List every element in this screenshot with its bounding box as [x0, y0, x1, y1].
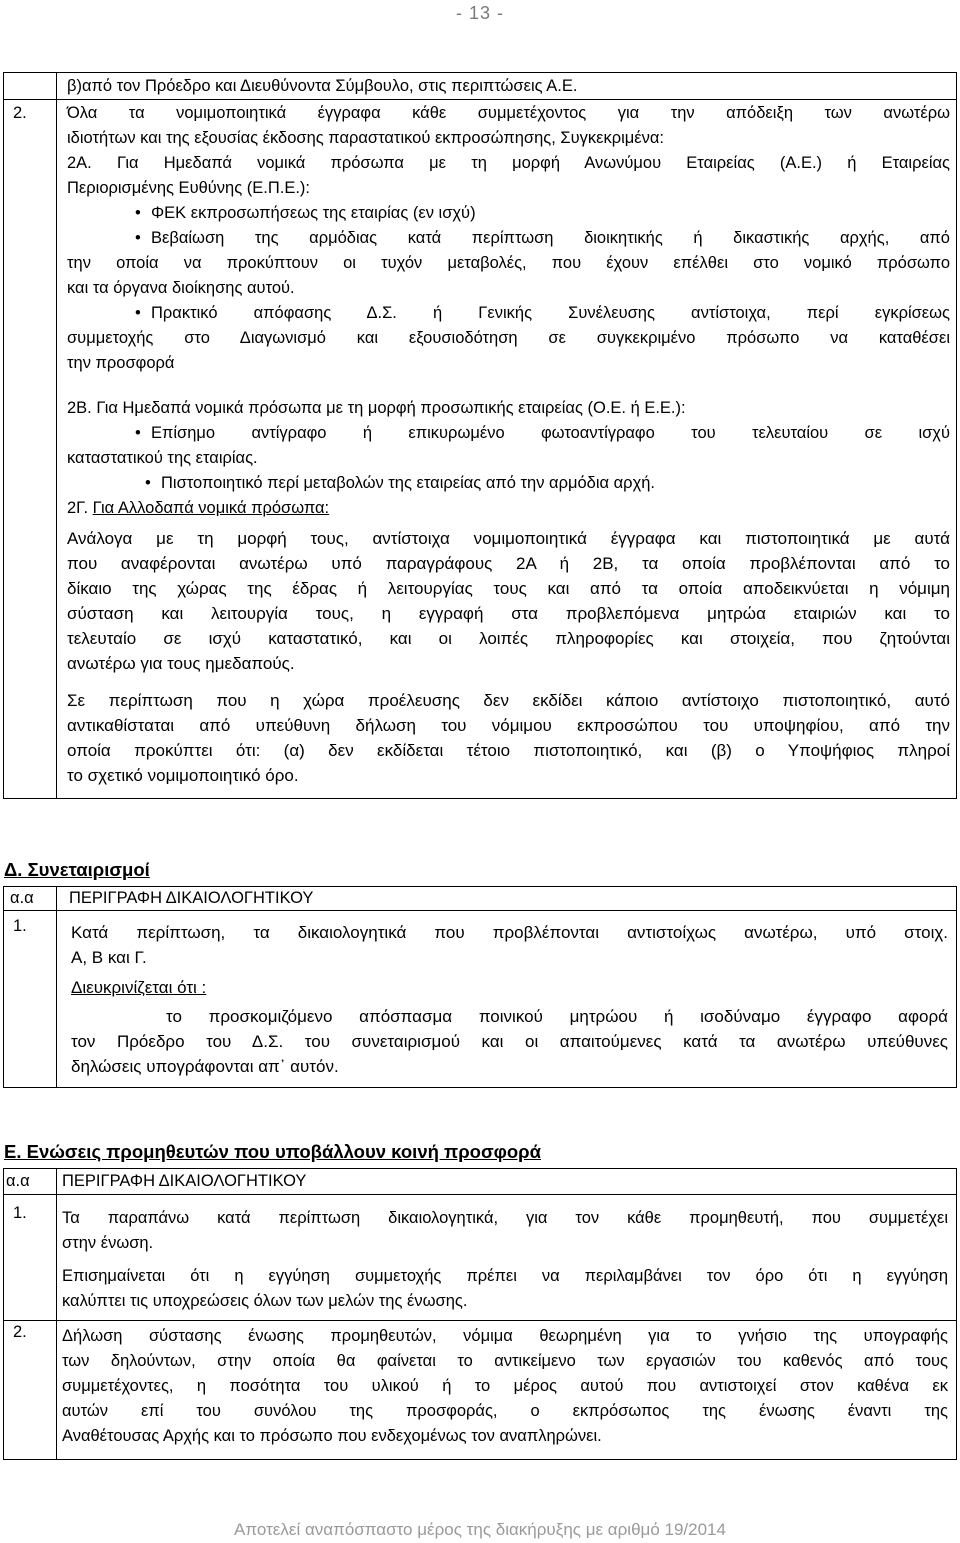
- table-row: [4, 73, 957, 100]
- paragraph-line: και τα όργανα διοίκησης αυτού.: [67, 279, 295, 297]
- column-header-description: ΠΕΡΙΓΡΑΦΗ ΔΙΚΑΙΟΛΟΓΗΤΙΚΟΥ: [69, 889, 314, 907]
- paragraph-line: Όλα τα νομιμοποιητικά έγγραφα κάθε συμμετέχοντος για την απόδειξη των ανωτέρω: [67, 104, 950, 122]
- section-heading-cooperatives: Δ. Συνεταιρισμοί: [4, 859, 150, 880]
- bullet-icon: •: [135, 229, 141, 247]
- paragraph-line: καταστατικού της εταιρίας.: [67, 449, 258, 467]
- bullet-icon: •: [135, 204, 141, 222]
- page-footer: Αποτελεί αναπόσπαστο μέρος της διακήρυξης με αριθμό 19/2014: [234, 1520, 726, 1539]
- column-header-number: α.α: [10, 889, 34, 907]
- bullet-icon: •: [135, 304, 141, 322]
- list-item: [67, 421, 950, 446]
- paragraph-line: συμμετοχής στο Διαγωνισμό και εξουσιοδότηση σε συγκεκριμένο πρόσωπο να καταθέσει: [67, 329, 950, 347]
- paragraph-line: ιδιοτήτων και της εξουσίας έκδοσης παραστατικού εκπροσώπησης, Συγκεκριμένα:: [67, 129, 664, 147]
- list-item: [67, 471, 950, 496]
- column-header-description: ΠΕΡΙΓΡΑΦΗ ΔΙΚΑΙΟΛΟΓΗΤΙΚΟΥ: [62, 1172, 307, 1190]
- subheading-2c: 2Γ. Για Αλλοδαπά νομικά πρόσωπα:: [67, 499, 330, 517]
- subheading-2a: Περιορισμένης Ευθύνης (Ε.Π.Ε.):: [67, 179, 311, 197]
- subheading-2b: 2Β. Για Ημεδαπά νομικά πρόσωπα με τη μορφή προσωπικής εταιρείας (Ο.Ε. ή Ε.Ε.):: [67, 399, 686, 417]
- list-item: [67, 301, 950, 326]
- paragraph-line: Επισημαίνεται ότι η εγγύηση συμμετοχής πρέπει να περιλαμβάνει τον όρο ότι η εγγύηση: [62, 1267, 948, 1285]
- paragraph-line: τον Πρόεδρο του Δ.Σ. του συνεταιρισμού και οι απαιτούμενες κατά τα ανωτέρω υπεύθυνες: [71, 1032, 948, 1051]
- page-number: - 13 -: [455, 3, 504, 23]
- list-item-text: Επίσημο αντίγραφο ή επικυρωμένο φωτοαντίγραφο του τελευταίου σε ισχύ: [151, 424, 950, 442]
- paragraph-line: Κατά περίπτωση, τα δικαιολογητικά που προβλέπονται αντιστοίχως ανωτέρω, υπό στοιχ.: [71, 923, 948, 942]
- paragraph-line: αυτών επί του συνόλου της προσφοράς, ο εκπρόσωπος της ένωσης έναντι της: [62, 1402, 948, 1420]
- bullet-icon: •: [135, 424, 141, 442]
- paragraph-line: το προσκομιζόμενο απόσπασμα ποινικού μητρώου ή ισοδύναμο έγγραφο αφορά: [166, 1007, 948, 1026]
- section-heading-supplier-unions: Ε. Ενώσεις προμηθευτών που υποβάλλουν κοινή προσφορά: [4, 1141, 541, 1162]
- subheading-2a: 2Α. Για Ημεδαπά νομικά πρόσωπα με τη μορφή Ανωνύμου Εταιρείας (Α.Ε.) ή Εταιρείας: [67, 154, 950, 172]
- list-item-text: Πρακτικό απόφασης Δ.Σ. ή Γενικής Συνέλευσης αντίστοιχα, περί εγκρίσεως: [151, 304, 950, 322]
- paragraph-line: την προσφορά: [67, 354, 175, 372]
- documents-table-continued: [3, 72, 957, 799]
- clarification-label: Διευκρινίζεται ότι :: [71, 978, 207, 997]
- paragraph-line: Τα παραπάνω κατά περίπτωση δικαιολογητικά, για τον κάθε προμηθευτή, που συμμετέχει: [62, 1209, 948, 1227]
- cooperatives-table: [3, 886, 957, 1088]
- paragraph-line: συμμετέχοντες, η ποσότητα του υλικού ή το μέρος αυτού που αντιστοιχεί στον καθένα εκ: [62, 1377, 948, 1395]
- column-header-number: α.α: [6, 1172, 30, 1190]
- paragraph-line: Δήλωση σύστασης ένωσης προμηθευτών, νόμιμα θεωρημένη για το γνήσιο της υπογραφής: [62, 1327, 948, 1345]
- paragraph-line: των δηλούντων, στην οποία θα φαίνεται το αντικείμενο των εργασιών του καθενός από τους: [62, 1352, 948, 1370]
- table-row: [4, 1195, 957, 1321]
- foreign-entities-paragraph: Ανάλογα με τη μορφή τους, αντίστοιχα νομιμοποιητικά έγγραφα και πιστοποιητικά με αυτά που αναφέρονται ανωτέρω υπό παραγράφους 2Α ή 2Β, τα οποία προβλέπονται από το δίκαιο της χώρας της έδρας ή λειτουργίας τους και από τα οποία αποδεικνύεται η νόμιμη σύσταση και λειτουργία τους, η εγγραφή στα προβλεπόμενα μητρώα εταιριών και το τελευταίο σε ισχύ καταστατικό, και οι λοιπές πληροφορίες και στοιχεία, που ζητούνται ανωτέρω για τους ημεδαπούς.: [67, 529, 950, 673]
- paragraph-line: καλύπτει τις υποχρεώσεις όλων των μελών της ένωσης.: [62, 1292, 468, 1310]
- paragraph-line: δηλώσεις υπογράφονται απ᾽ αυτόν.: [71, 1057, 339, 1076]
- row-number: 1.: [13, 1204, 27, 1222]
- row-number: 2.: [13, 104, 27, 122]
- list-item-text: Βεβαίωση της αρμόδιας κατά περίπτωση διοικητικής ή δικαστικής αρχής, από: [151, 229, 950, 247]
- list-item: [67, 226, 950, 251]
- table-header-row: [4, 887, 957, 911]
- table-row: [4, 911, 957, 1088]
- supplier-unions-table: [3, 1168, 957, 1460]
- list-item-text: ΦΕΚ εκπροσωπήσεως της εταιρίας (εν ισχύ): [151, 204, 476, 222]
- bullet-icon: •: [145, 474, 151, 492]
- paragraph-line: Α, Β και Γ.: [71, 948, 147, 967]
- paragraph-line: Αναθέτουσας Αρχής και το πρόσωπο που ενδεχομένως τον αναπληρώνει.: [62, 1427, 602, 1445]
- table-header-row: [4, 1169, 957, 1195]
- substitute-declaration-paragraph: Σε περίπτωση που η χώρα προέλευσης δεν εκδίδει κάποιο αντίστοιχο πιστοποιητικό, αυτό αντικαθίσταται από υπεύθυνη δήλωση του νόμιμου εκπροσώπου του υποψηφίου, από την οποία προκύπτει ότι: (α) δεν εκδίδεται τέτοιο πιστοποιητικό, και (β) ο Υποψήφιος πληροί το σχετικό νομιμοποιητικό όρο.: [67, 691, 950, 785]
- table-row: [4, 1321, 957, 1460]
- row-number: 1.: [13, 917, 27, 935]
- table-row: [4, 100, 957, 799]
- paragraph-line: την οποία να προκύπτουν οι τυχόν μεταβολές, που έχουν επέλθει στο νομικό πρόσωπο: [67, 254, 950, 272]
- list-item-text: Πιστοποιητικό περί μεταβολών της εταιρείας από την αρμόδια αρχή.: [161, 474, 655, 492]
- paragraph-line: στην ένωση.: [62, 1234, 154, 1252]
- list-item: [67, 201, 950, 226]
- table-cell-text: β)από τον Πρόεδρο και Διευθύνοντα Σύμβουλο, στις περιπτώσεις Α.Ε.: [67, 77, 578, 95]
- row-number: 2.: [13, 1323, 27, 1341]
